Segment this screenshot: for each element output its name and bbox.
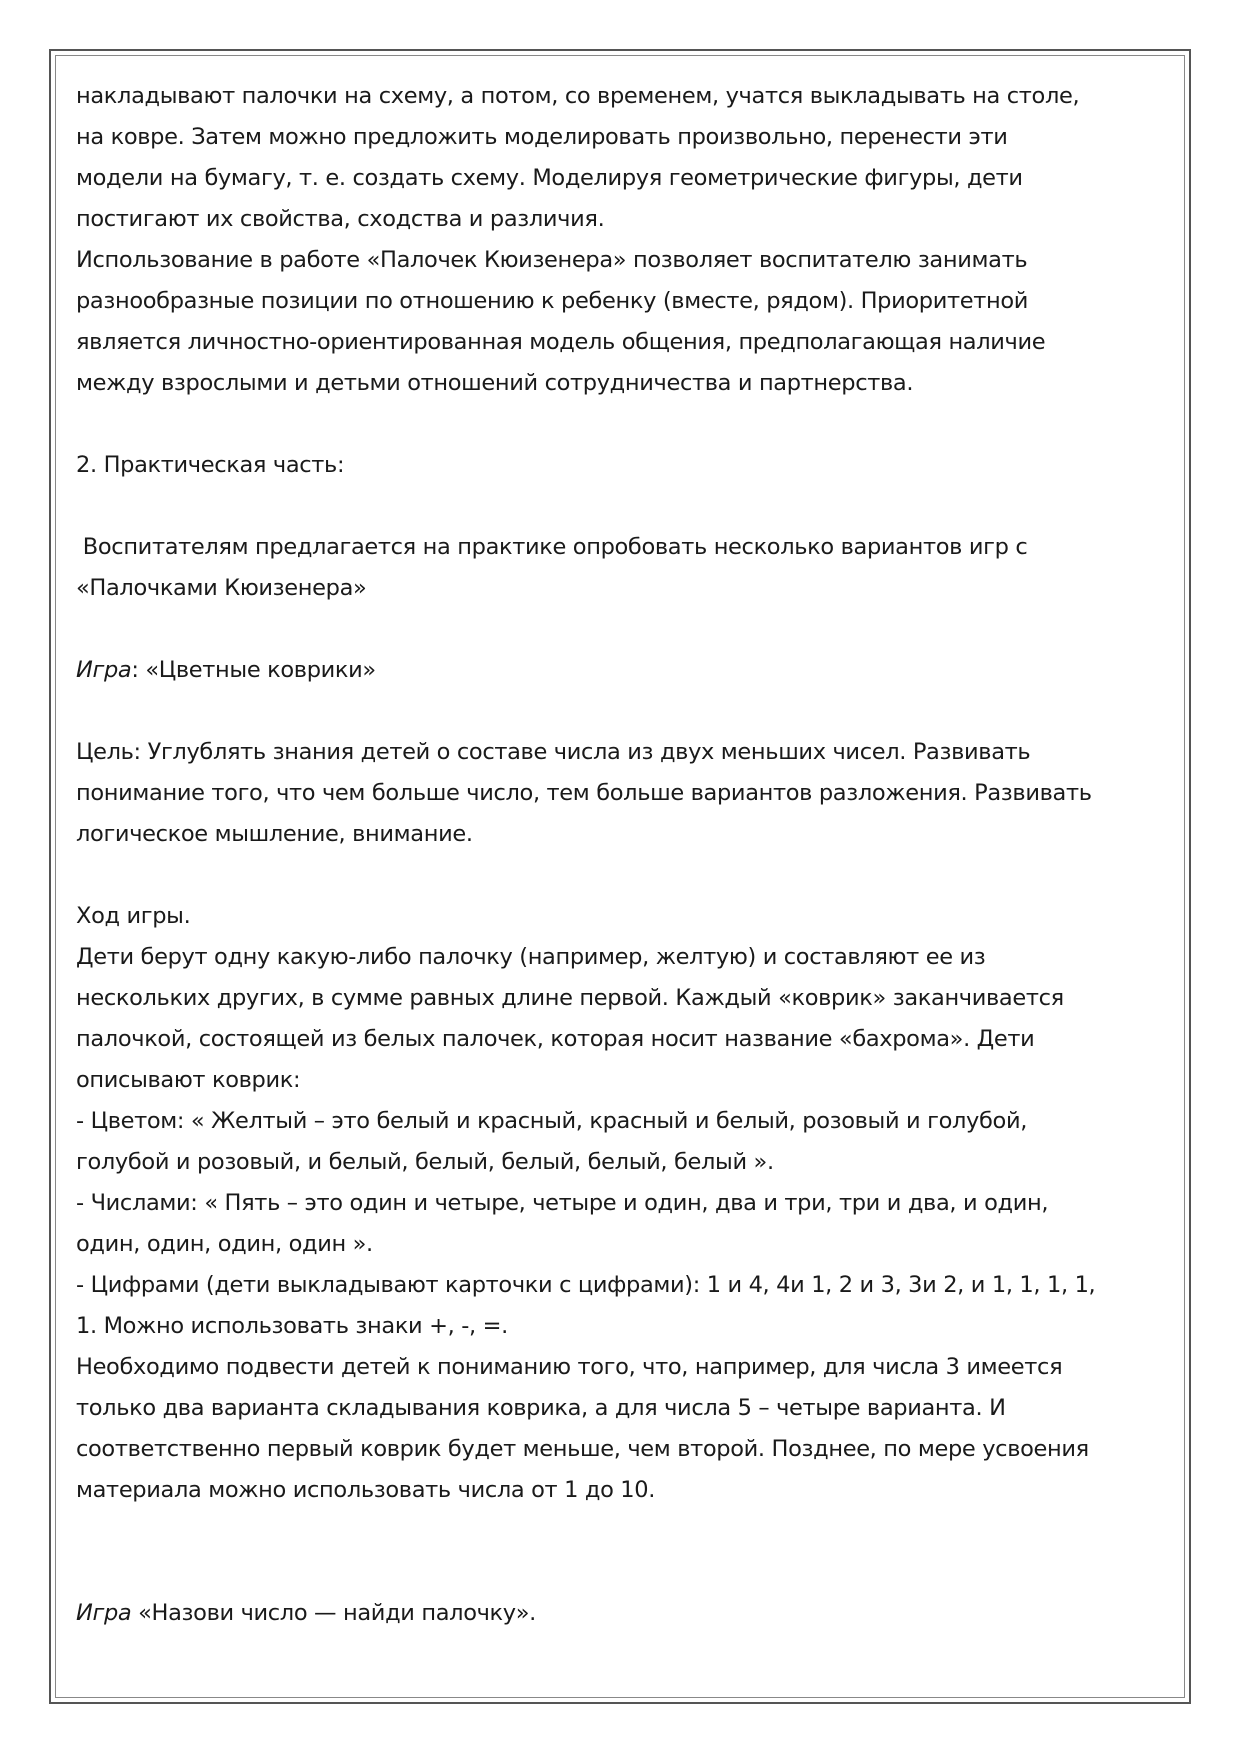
text-line: 1. Можно использовать знаки +, -, =.: [76, 1313, 508, 1339]
game-name: «Назови число — найди палочку».: [131, 1600, 536, 1626]
game-title-colored-mats: [76, 650, 1176, 691]
paragraph-gameplay: [76, 896, 1176, 1511]
game-title-name-number: [76, 1593, 1176, 1634]
paragraph-intro: [76, 527, 1176, 609]
text-line: - Цифрами (дети выкладывают карточки с цифрами): 1 и 4, 4и 1, 2 и 3, 3и 2, и 1, 1, 1, 1,: [76, 1272, 1096, 1298]
text-line: Необходимо подвести детей к пониманию того, что, например, для числа 3 имеется: [76, 1354, 1063, 1380]
text-line: - Цветом: « Желтый – это белый и красный, красный и белый, розовый и голубой,: [76, 1108, 1028, 1134]
text-line: логическое мышление, внимание.: [76, 821, 473, 847]
text-line: на ковре. Затем можно предложить моделировать произвольно, перенести эти: [76, 124, 1008, 150]
text-line: голубой и розовый, и белый, белый, белый, белый, белый ».: [76, 1149, 774, 1175]
text-line: является личностно-ориентированная модель общения, предполагающая наличие: [76, 329, 1046, 355]
gameplay-heading: Ход игры.: [76, 903, 191, 929]
text-line: разнообразные позиции по отношению к ребенку (вместе, рядом). Приоритетной: [76, 288, 1029, 314]
text-line: палочкой, состоящей из белых палочек, которая носит название «бахрома». Дети: [76, 1026, 1035, 1052]
text-line: Использование в работе «Палочек Кюизенера» позволяет воспитателю занимать: [76, 247, 1028, 273]
paragraph-usage: [76, 240, 1176, 404]
game-name: : «Цветные коврики»: [131, 657, 376, 683]
text-line: Воспитателям предлагается на практике опробовать несколько вариантов игр с: [76, 534, 1028, 560]
text-line: соответственно первый коврик будет меньше, чем второй. Позднее, по мере усвоения: [76, 1436, 1089, 1462]
text-line: нескольких других, в сумме равных длине первой. Каждый «коврик» заканчивается: [76, 985, 1064, 1011]
text-line: материала можно использовать числа от 1 до 10.: [76, 1477, 656, 1503]
text-line: модели на бумагу, т. е. создать схему. Моделируя геометрические фигуры, дети: [76, 165, 1023, 191]
document-body: [76, 76, 1176, 1634]
text-line: «Палочками Кюизенера»: [76, 575, 367, 601]
text-line: между взрослыми и детьми отношений сотрудничества и партнерства.: [76, 370, 914, 396]
text-line: понимание того, что чем больше число, тем больше вариантов разложения. Развивать: [76, 780, 1092, 806]
section-heading-practical: 2. Практическая часть:: [76, 452, 345, 478]
text-line: постигают их свойства, сходства и различия.: [76, 206, 605, 232]
text-line: Цель: Углублять знания детей о составе числа из двух меньших чисел. Развивать: [76, 739, 1031, 765]
text-line: один, один, один, один ».: [76, 1231, 373, 1257]
game-label: Игра: [76, 657, 132, 683]
text-line: накладывают палочки на схему, а потом, со временем, учатся выкладывать на столе,: [76, 83, 1080, 109]
text-line: Дети берут одну какую-либо палочку (например, желтую) и составляют ее из: [76, 944, 986, 970]
text-line: - Числами: « Пять – это один и четыре, четыре и один, два и три, три и два, и один,: [76, 1190, 1049, 1216]
text-line: описывают коврик:: [76, 1067, 301, 1093]
text-line: только два варианта складывания коврика, а для числа 5 – четыре варианта. И: [76, 1395, 1006, 1421]
paragraph-goal: [76, 732, 1176, 855]
paragraph-modeling: [76, 76, 1176, 240]
game-label: Игра: [76, 1600, 132, 1626]
